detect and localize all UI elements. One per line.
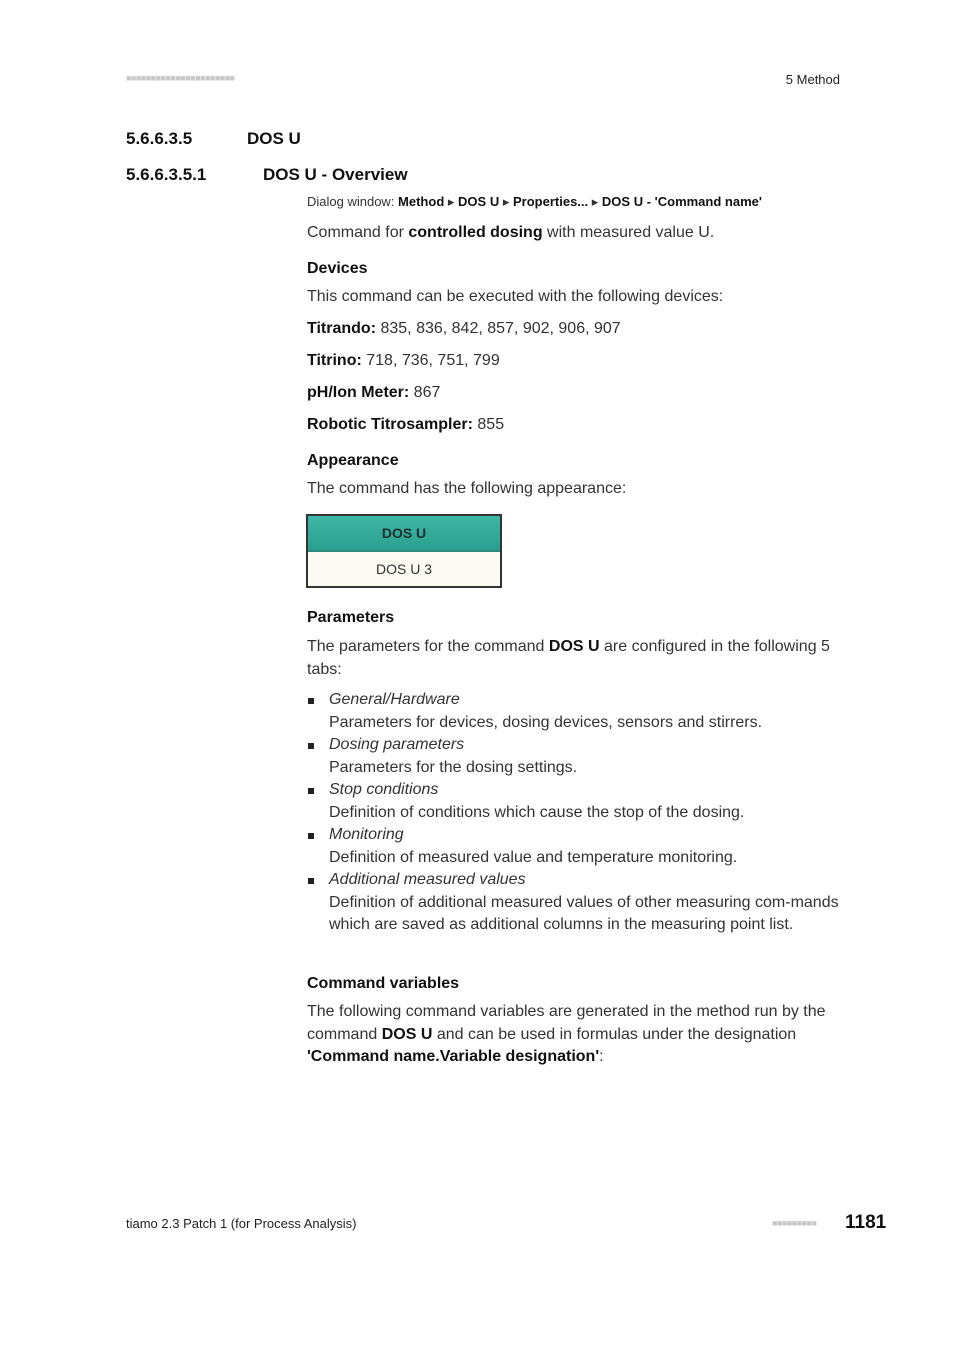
parameters-text-bold: DOS U	[548, 638, 600, 655]
heading-title: DOS U	[247, 129, 301, 148]
appearance-heading: Appearance	[307, 452, 399, 469]
command-box-title: DOS U	[308, 516, 500, 552]
arrow-right-icon: ▸	[591, 194, 599, 209]
parameters-heading: Parameters	[307, 609, 395, 626]
device-item	[307, 382, 842, 405]
header-decoration: ■■■■■■■■■■■■■■■■■■■■■■	[126, 73, 235, 83]
appearance-text: The command has the following appearance:	[307, 480, 627, 497]
device-label: Titrino:	[307, 352, 362, 369]
dialog-path-item: Properties...	[513, 194, 589, 209]
arrow-right-icon: ▸	[447, 194, 455, 209]
parameter-tabs-list	[307, 689, 842, 937]
cv-text: :	[599, 1048, 604, 1065]
list-item	[307, 779, 842, 824]
header-section-title: 5 Method	[785, 72, 840, 87]
device-label: Robotic Titrosampler:	[307, 416, 473, 433]
subheading-title: DOS U - Overview	[263, 165, 408, 184]
command-variables-text	[307, 1001, 842, 1069]
parameters-text-part: are configured in the following 5 tabs:	[307, 638, 830, 678]
tab-description: Parameters for devices, dosing devices, sensors and stirrers.	[329, 713, 763, 731]
dialog-path-item: DOS U - 'Command name'	[601, 194, 762, 209]
arrow-right-icon: ▸	[502, 194, 510, 209]
device-value: 855	[472, 416, 505, 433]
parameters-text-part: The parameters for the command	[307, 638, 549, 655]
device-item	[307, 414, 842, 437]
devices-text: This command can be executed with the following devices:	[307, 288, 724, 305]
bullet-square-icon	[308, 743, 314, 749]
intro-text: Command for	[307, 224, 409, 241]
device-item	[307, 318, 842, 341]
heading-number: 5.6.6.3.5	[126, 129, 193, 148]
footer-product: tiamo 2.3 Patch 1 (for Process Analysis)	[126, 1216, 357, 1231]
list-item	[307, 734, 842, 779]
dialog-path-item: DOS U	[458, 194, 500, 209]
bullet-square-icon	[308, 878, 314, 884]
dialog-prefix: Dialog window:	[307, 194, 399, 209]
bullet-square-icon	[308, 788, 314, 794]
page-number: 1181	[845, 1212, 887, 1233]
subheading-number: 5.6.6.3.5.1	[126, 165, 207, 184]
bullet-square-icon	[308, 698, 314, 704]
tab-description: Definition of conditions which cause the stop of the dosing.	[329, 803, 745, 821]
device-label: pH/Ion Meter:	[307, 384, 410, 401]
device-value: 835, 836, 842, 857, 902, 906, 907	[376, 320, 621, 337]
intro-bold: controlled dosing	[408, 224, 543, 241]
bullet-square-icon	[308, 833, 314, 839]
cv-text: The following command variables are generated in the method run by the command	[307, 1003, 826, 1043]
command-box-name: DOS U 3	[375, 561, 432, 577]
command-appearance-box	[306, 514, 502, 588]
parameters-text	[307, 636, 842, 681]
tab-name: Dosing parameters	[329, 736, 465, 753]
tab-description: Parameters for the dosing settings.	[329, 758, 578, 776]
tab-name: Stop conditions	[329, 781, 439, 798]
dialog-path-item: Method	[398, 194, 445, 209]
intro-text: with measured value U.	[542, 224, 715, 241]
list-item	[307, 689, 842, 734]
cv-bold: 'Command name.Variable designation'	[307, 1048, 600, 1065]
devices-heading: Devices	[307, 260, 368, 277]
device-label: Titrando:	[307, 320, 377, 337]
list-item	[307, 824, 842, 869]
tab-description: Definition of additional measured values of other measuring com-mands which are saved as additional columns in the measuring point list.	[329, 893, 839, 933]
tab-name: General/Hardware	[329, 691, 460, 708]
cv-bold: DOS U	[381, 1025, 433, 1043]
tab-name: Monitoring	[329, 826, 404, 843]
intro-paragraph	[307, 222, 842, 245]
tab-name: Additional measured values	[329, 871, 526, 888]
command-variables-heading: Command variables	[307, 975, 460, 992]
device-value: 867	[409, 384, 441, 401]
device-value: 718, 736, 751, 799	[361, 352, 500, 369]
footer-decoration: ■■■■■■■■■	[772, 1218, 817, 1228]
list-item	[307, 869, 842, 937]
tab-description: Definition of measured value and temperature monitoring.	[329, 848, 738, 866]
dialog-window-path	[307, 194, 762, 210]
device-item	[307, 350, 842, 373]
cv-text: and can be used in formulas under the designation	[432, 1025, 797, 1043]
